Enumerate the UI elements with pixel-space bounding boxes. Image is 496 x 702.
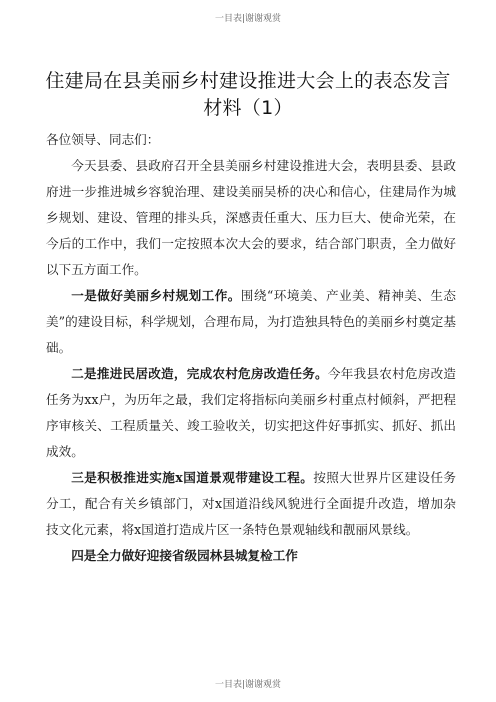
point-lead-4: 四是全力做好迎接省级园林县城复检工作 bbox=[71, 548, 298, 563]
point-paragraph-4 bbox=[46, 543, 456, 569]
greeting-line: 各位领导、同志们： bbox=[46, 132, 160, 147]
intro-paragraph: 今天县委、县政府召开全县美丽乡村建设推进大会，表明县委、县政府进一步推进城乡容貌治理、建设美丽吴桥的决心和信心，住建局作为城乡规划、建设、管理的排头兵，深感责任重大、压力巨大、使命光荣，在今后的工作中，我们一定按照本次大会的要求，结合部门职责，全力做好以下五方面工作。 bbox=[46, 158, 456, 277]
point-paragraph-2 bbox=[46, 361, 456, 465]
document-title: 住建局在县美丽乡村建设推进大会上的表态发言材料（1） bbox=[45, 70, 451, 119]
point-lead-2: 二是推进民居改造，完成农村危房改造任务。 bbox=[71, 366, 328, 381]
point-text-1: 围绕“环境美、产业美、精神美、生态美”的建设目标，科学规划，合理布局，为打造独具特色的美丽乡村奠定基础。 bbox=[46, 288, 456, 355]
point-paragraph-1 bbox=[46, 283, 456, 361]
point-text-3: 按照大世界片区建设任务分工，配合有关乡镇部门，对x国道沿线风貌进行全面提升改造，增加杂技文化元素，将x国道打造成片区一条特色景观轴线和靓丽风景线。 bbox=[46, 470, 456, 537]
document-body bbox=[46, 127, 456, 569]
point-lead-1: 一是做好美丽乡村规划工作。 bbox=[71, 288, 241, 303]
page-footer-note: 一目表|谢谢观赏 bbox=[214, 680, 282, 690]
point-text-2: 今年我县农村危房改造任务为xx户，为历年之最，我们定将指标向美丽乡村重点村倾斜，严把程序审核关、工程质量关、竣工验收关，切实把这件好事抓实、抓好、抓出成效。 bbox=[46, 366, 457, 459]
point-lead-3: 三是积极推进实施x国道景观带建设工程。 bbox=[71, 470, 314, 485]
page-header-note: 一目表|谢谢观赏 bbox=[214, 14, 282, 24]
point-paragraph-3 bbox=[46, 465, 456, 543]
